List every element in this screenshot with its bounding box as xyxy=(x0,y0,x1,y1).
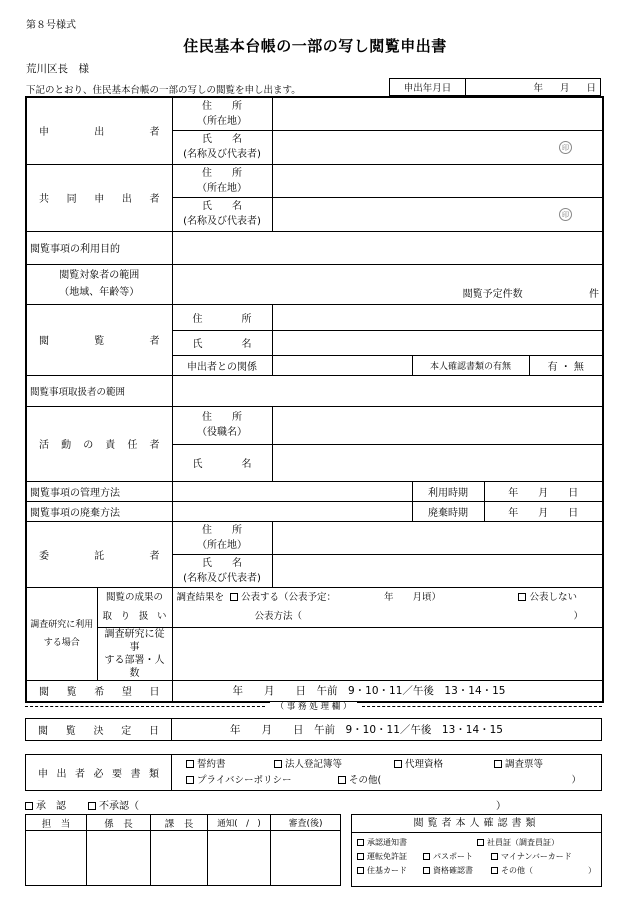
stamp-table xyxy=(25,814,341,886)
co-applicant-address-label: 住 所 （所在地） xyxy=(172,164,272,197)
disposal-field[interactable] xyxy=(172,501,412,521)
planned-count-label: 閲覧予定件数 xyxy=(462,288,523,300)
approval-row: 承 認 不承認（ ） xyxy=(25,797,602,812)
stamp-col-staff: 担 当 xyxy=(26,815,87,831)
required-docs-table xyxy=(25,754,602,791)
doc-registry-checkbox[interactable]: 法人登記簿等 xyxy=(274,757,394,773)
management-field[interactable] xyxy=(172,481,412,501)
office-use-label: （ 事 務 処 理 欄 ） xyxy=(270,702,358,712)
co-applicant-label: 共同申出者 xyxy=(26,164,172,231)
desired-date-field[interactable]: 年 月 日 午前 9・10・11／午後 13・14・15 xyxy=(172,680,603,702)
decision-date-label: 閲覧決定日 xyxy=(26,719,172,741)
seal-mark: 印 xyxy=(559,208,572,221)
intro-text: 下記のとおり、住民基本台帳の一部の写しの閲覧を申し出ます。 xyxy=(26,85,301,96)
id-other-checkbox[interactable]: その他（ xyxy=(491,864,533,878)
stamp-box-manager[interactable] xyxy=(151,831,208,886)
publish-checkbox[interactable]: 公表する（公表予定： xyxy=(230,588,336,607)
application-table xyxy=(25,96,604,703)
research-label: 調査研究に利用する場合 xyxy=(26,587,97,680)
handler-scope-field[interactable] xyxy=(172,375,603,406)
id-approval-notice-checkbox[interactable]: 承認通知書 xyxy=(357,836,477,850)
responsible-address-field[interactable] xyxy=(272,406,603,444)
use-period-label: 利用時期 xyxy=(412,481,484,501)
form-number: 第８号様式 xyxy=(26,20,76,31)
applicant-name-label: 氏 名 (名称及び代表者) xyxy=(172,130,272,164)
doc-other-checkbox[interactable]: その他( xyxy=(338,773,381,789)
stamp-box-review[interactable] xyxy=(271,831,341,886)
seal-mark: 印 xyxy=(559,141,572,154)
stamp-box-chief[interactable] xyxy=(87,831,151,886)
consignee-name-label: 氏 名 (名称及び代表者) xyxy=(172,554,272,587)
viewer-id-docs-title: 閲覧者本人確認書類 xyxy=(352,815,601,833)
approve-checkbox[interactable]: 承 認 xyxy=(25,797,66,812)
research-results-label: 閲覧の成果の 取り扱い xyxy=(97,587,172,627)
publish-method-field[interactable]: 公表方法（ xyxy=(254,611,303,622)
disposal-period-field[interactable]: 年 月 日 xyxy=(484,501,603,521)
handler-scope-label: 閲覧事項取扱者の範囲 xyxy=(26,375,172,406)
doc-survey-checkbox[interactable]: 調査票等 xyxy=(494,757,543,773)
id-passport-checkbox[interactable]: パスポート xyxy=(423,850,491,864)
management-label: 閲覧事項の管理方法 xyxy=(26,481,172,501)
disposal-label: 閲覧事項の廃棄方法 xyxy=(26,501,172,521)
research-dept-label: 調査研究に従事 する部署・人数 xyxy=(97,627,172,680)
stamp-col-notice: 通知( / ) xyxy=(208,815,271,831)
no-publish-checkbox[interactable]: 公表しない xyxy=(518,588,577,607)
stamp-box-staff[interactable] xyxy=(26,831,87,886)
reject-checkbox[interactable]: 不承認（ xyxy=(88,797,139,812)
viewer-address-label: 住 所 xyxy=(172,304,272,330)
purpose-field[interactable] xyxy=(172,231,603,264)
application-date-field[interactable]: 年 月 日 xyxy=(533,83,596,94)
office-use-separator xyxy=(25,700,602,712)
relation-label: 申出者との関係 xyxy=(172,355,272,375)
co-applicant-name-label: 氏 名 (名称及び代表者) xyxy=(172,197,272,231)
responsible-name-field[interactable] xyxy=(272,444,603,481)
publish-date-field[interactable]: 年 月頃） xyxy=(384,592,442,603)
disposal-period-label: 廃棄時期 xyxy=(412,501,484,521)
consignee-label: 委託者 xyxy=(26,521,172,587)
stamp-box-notice[interactable] xyxy=(208,831,271,886)
responsible-label: 活動の責任者 xyxy=(26,406,172,481)
viewer-label: 閲覧者 xyxy=(26,304,172,375)
decision-date-field[interactable]: 年 月 日 午前 9・10・11／午後 13・14・15 xyxy=(172,719,602,741)
doc-pledge-checkbox[interactable]: 誓約書 xyxy=(186,757,274,773)
stamp-col-review: 審査(後) xyxy=(271,815,341,831)
id-qualification-checkbox[interactable]: 資格確認書 xyxy=(423,864,491,878)
consignee-address-field[interactable] xyxy=(272,521,603,554)
desired-date-label: 閲覧希望日 xyxy=(26,680,172,702)
id-employee-card-checkbox[interactable]: 社員証（調査員証） xyxy=(477,836,559,850)
id-juki-card-checkbox[interactable]: 住基カード xyxy=(357,864,423,878)
viewer-id-docs-box: 閲覧者本人確認書類 承認通知書 社員証（調査員証） 運転免許証 パスポート マイナンバーカード 住基カード 資格確認書 その他（ ） xyxy=(351,814,602,887)
required-docs-label: 申出者必要書類 xyxy=(26,755,172,791)
applicant-label: 申出者 xyxy=(26,97,172,164)
stamp-col-manager: 課 長 xyxy=(151,815,208,831)
viewer-name-field[interactable] xyxy=(272,330,603,355)
co-applicant-address-field[interactable] xyxy=(272,164,603,197)
required-docs-options: 誓約書 法人登記簿等 代理資格 調査票等 プライバシーポリシー その他( ） xyxy=(172,755,602,791)
decision-date-table xyxy=(25,718,602,741)
responsible-address-label: 住 所 （役職名） xyxy=(172,406,272,444)
count-unit: 件 xyxy=(589,288,599,300)
applicant-address-label: 住 所 （所在地） xyxy=(172,97,272,130)
applicant-address-field[interactable] xyxy=(272,97,603,130)
use-period-field[interactable]: 年 月 日 xyxy=(484,481,603,501)
id-docs-choice[interactable]: 有 ・ 無 xyxy=(529,355,603,375)
scope-field[interactable] xyxy=(172,264,603,304)
relation-field[interactable] xyxy=(272,355,412,375)
addressee: 荒川区長 様 xyxy=(26,63,89,75)
purpose-label: 閲覧事項の利用目的 xyxy=(26,231,172,264)
id-mynumber-checkbox[interactable]: マイナンバーカード xyxy=(491,850,572,864)
co-applicant-name-field[interactable] xyxy=(272,197,603,231)
viewer-address-field[interactable] xyxy=(272,304,603,330)
doc-privacy-checkbox[interactable]: プライバシーポリシー xyxy=(186,773,338,789)
viewer-name-label: 氏 名 xyxy=(172,330,272,355)
research-dept-field[interactable] xyxy=(172,627,603,680)
id-license-checkbox[interactable]: 運転免許証 xyxy=(357,850,423,864)
id-docs-label: 本人確認書類の有無 xyxy=(412,355,529,375)
applicant-name-field[interactable] xyxy=(272,130,603,164)
responsible-name-label: 氏 名 xyxy=(172,444,272,481)
form-title: 住民基本台帳の一部の写し閲覧申出書 xyxy=(183,37,447,55)
scope-label: 閲覧対象者の範囲 （地域、年齢等） xyxy=(26,264,172,304)
research-results-field: 調査結果を 公表する（公表予定： 年 月頃） 公表しない 公表方法（ ） xyxy=(172,587,603,627)
application-date-box xyxy=(389,78,601,96)
application-date-label: 申出年月日 xyxy=(390,79,466,95)
consignee-address-label: 住 所 （所在地） xyxy=(172,521,272,554)
consignee-name-field[interactable] xyxy=(272,554,603,587)
stamp-col-chief: 係 長 xyxy=(87,815,151,831)
doc-proxy-checkbox[interactable]: 代理資格 xyxy=(394,757,494,773)
